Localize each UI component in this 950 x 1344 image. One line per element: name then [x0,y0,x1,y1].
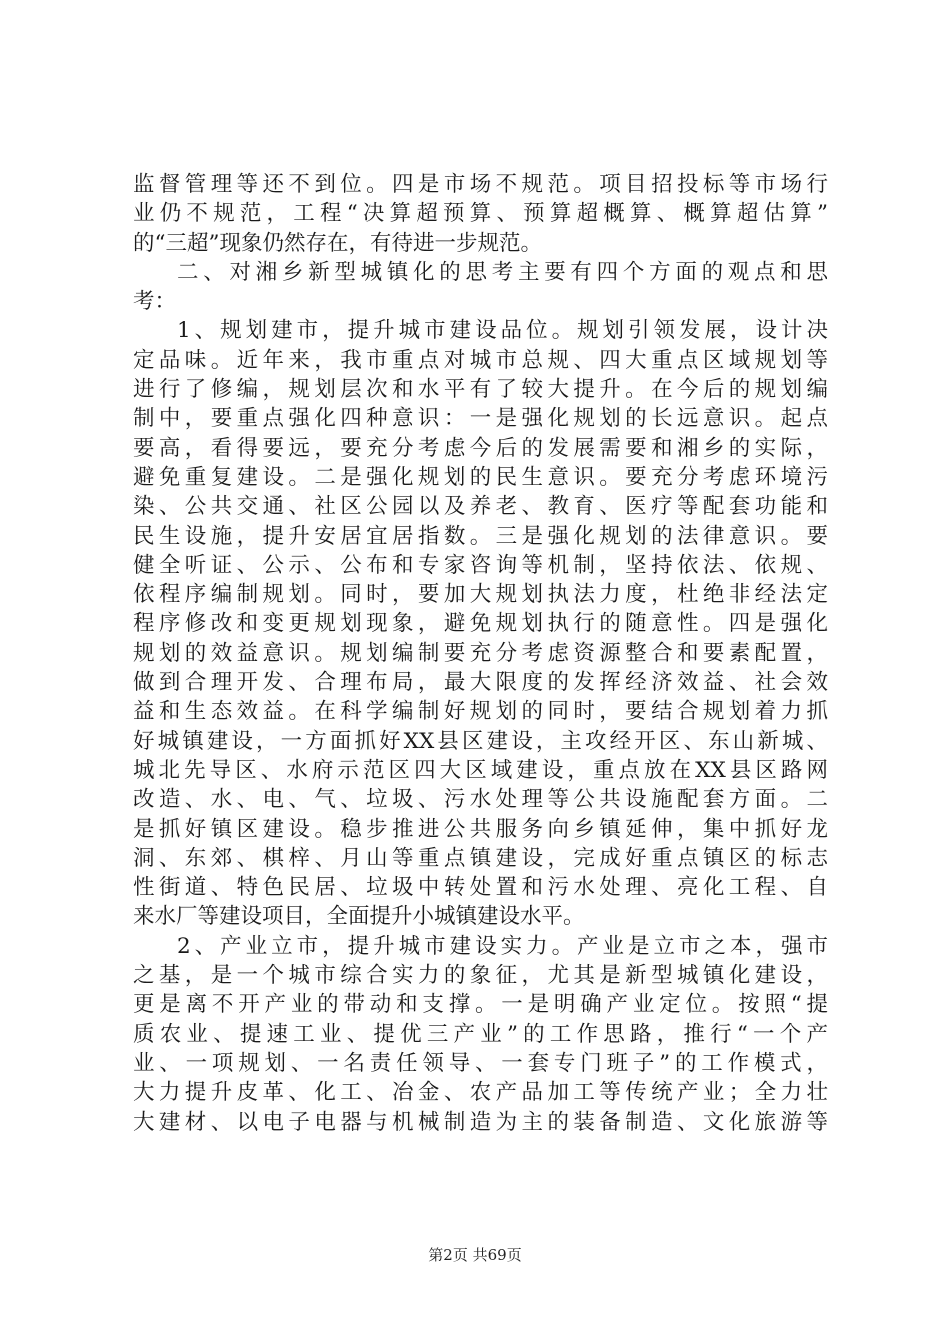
page-footer: 第2页 共69页 [428,1246,522,1264]
text-line: 定品味。近年来，我市重点对城市总规、四大重点区域规划等 [133,347,828,373]
text-line: 质农业、提速工业、提优三产业”的工作思路，推行“一个产 [133,1021,828,1047]
text-line: 监督管理等还不到位。四是市场不规范。项目招投标等市场行 [133,172,828,197]
text-line: 大力提升皮革、化工、冶金、农产品加工等传统产业；全力壮 [133,1080,828,1106]
text-line: 的“三超”现象仍然存在，有待进一步规范。 [133,230,542,256]
text-line: 避免重复建设。二是强化规划的民生意识。要充分考虑环境污 [133,464,828,490]
text-line: 健全听证、公示、公布和专家咨询等机制，坚持依法、依规、 [133,552,828,578]
text-line: 好城镇建设，一方面抓好XX县区建设，主攻经开区、东山新城、 [133,728,828,754]
text-line: 改造、水、电、气、垃圾、污水处理等公共设施配套方面。二 [133,787,828,813]
text-line: 之基，是一个城市综合实力的象征，尤其是新型城镇化建设， [133,963,828,989]
text-line: 2、产业立市，提升城市建设实力。产业是立市之本，强市 [177,933,828,959]
text-line: 依程序编制规划。同时，要加大规划执法力度，杜绝非经法定 [133,582,828,608]
text-line: 民生设施，提升安居宜居指数。三是强化规划的法律意识。要 [133,523,828,549]
text-line: 染、公共交通、社区公园以及养老、教育、医疗等配套功能和 [133,494,828,520]
text-line: 城北先导区、水府示范区四大区域建设，重点放在XX县区路网 [133,757,828,783]
text-line: 业仍不规范，工程“决算超预算、预算超概算、概算超估算” [133,201,828,227]
text-line: 1、规划建市，提升城市建设品位。规划引领发展，设计决 [177,318,828,344]
text-line: 进行了修编，规划层次和水平有了较大提升。在今后的规划编 [133,377,828,403]
text-line: 是抓好镇区建设。稳步推进公共服务向乡镇延伸，集中抓好龙 [133,816,828,842]
text-line: 要高，看得要远，要充分考虑今后的发展需要和湘乡的实际， [133,435,828,461]
text-line: 做到合理开发、合理布局，最大限度的发挥经济效益、社会效 [133,670,828,696]
text-line: 来水厂等建设项目，全面提升小城镇建设水平。 [133,904,585,930]
text-line: 规划的效益意识。规划编制要充分考虑资源整合和要素配置， [133,640,828,666]
text-line: 业、一项规划、一名责任领导、一套专门班子”的工作模式， [133,1050,828,1076]
text-line: 性街道、特色民居、垃圾中转处置和污水处理、亮化工程、自 [133,875,828,901]
text-line: 益和生态效益。在科学编制好规划的同时，要结合规划着力抓 [133,699,828,725]
text-line: 二、对湘乡新型城镇化的思考主要有四个方面的观点和思 [177,259,828,285]
text-line: 程序修改和变更规划现象，避免规划执行的随意性。四是强化 [133,611,828,637]
text-line: 大建材、以电子电器与机械制造为主的装备制造、文化旅游等 [133,1109,828,1135]
text-line: 更是离不开产业的带动和支撑。一是明确产业定位。按照“提 [133,992,828,1018]
text-line: 洞、东郊、棋梓、月山等重点镇建设，完成好重点镇区的标志 [133,845,828,871]
text-line: 考： [133,289,177,315]
document-body [133,170,828,1137]
text-line: 制中，要重点强化四种意识：一是强化规划的长远意识。起点 [133,406,828,432]
